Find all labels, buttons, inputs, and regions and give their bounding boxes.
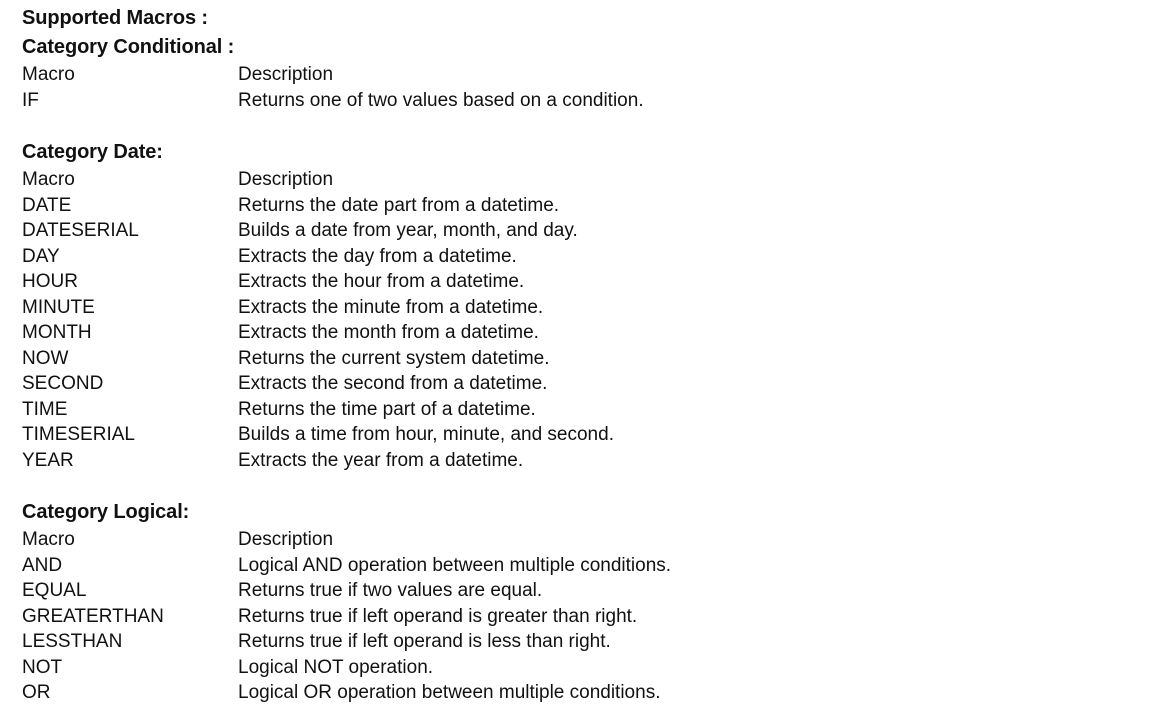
table-row	[22, 346, 998, 372]
category-heading: Category Logical:	[22, 501, 190, 523]
macro-name-cell: TIMESERIAL	[22, 424, 135, 445]
macro-description-cell: Returns true if left operand is less than right.	[238, 631, 611, 652]
table-row	[22, 604, 998, 630]
macro-name-cell: MINUTE	[22, 296, 95, 318]
table-row	[22, 320, 998, 346]
column-header-description: Description	[238, 64, 334, 85]
table-row	[22, 397, 998, 423]
table-row	[22, 218, 998, 244]
column-header-macro: Macro	[22, 64, 75, 85]
macro-name-cell: OR	[22, 682, 51, 703]
column-header-description: Description	[238, 529, 334, 550]
macro-name-cell: EQUAL	[22, 580, 87, 601]
macro-description-cell: Logical AND operation between multiple conditions.	[238, 554, 672, 576]
macro-table	[22, 527, 998, 706]
macro-name-cell: LESSTHAN	[22, 631, 123, 652]
table-row	[22, 269, 998, 295]
category-block	[22, 138, 1153, 473]
macro-description-cell: Extracts the minute from a datetime.	[238, 296, 544, 318]
column-header-description: Description	[238, 169, 334, 190]
category-block	[22, 33, 1153, 113]
column-header-macro: Macro	[22, 529, 75, 550]
category-block	[22, 498, 1153, 706]
macro-name-cell: NOW	[22, 347, 69, 369]
table-row	[22, 553, 998, 579]
table-row	[22, 578, 998, 604]
page-title: Supported Macros :	[22, 7, 208, 29]
macro-description-cell: Extracts the month from a datetime.	[238, 322, 539, 343]
macro-name-cell: IF	[22, 89, 39, 111]
macro-description-cell: Extracts the year from a datetime.	[238, 449, 524, 471]
table-row	[22, 371, 998, 397]
macro-name-cell: TIME	[22, 398, 68, 420]
macro-description-cell: Logical NOT operation.	[238, 656, 434, 678]
macro-description-cell: Extracts the second from a datetime.	[238, 373, 548, 394]
table-row	[22, 244, 998, 270]
table-header-row	[22, 527, 998, 553]
table-row	[22, 295, 998, 321]
table-row	[22, 680, 998, 706]
macro-description-cell: Returns true if left operand is greater than right.	[238, 605, 638, 627]
table-row	[22, 629, 998, 655]
macro-description-cell: Extracts the day from a datetime.	[238, 245, 517, 267]
macro-description-cell: Returns one of two values based on a condition.	[238, 89, 644, 111]
macro-description-cell: Logical OR operation between multiple conditions.	[238, 682, 661, 703]
table-row	[22, 655, 998, 681]
macro-name-cell: GREATERTHAN	[22, 605, 164, 627]
macro-name-cell: DATE	[22, 194, 72, 216]
macro-description-cell: Builds a date from year, month, and day.	[238, 220, 578, 241]
macro-name-cell: NOT	[22, 656, 63, 678]
macro-description-cell: Returns the date part from a datetime.	[238, 194, 560, 216]
table-row	[22, 193, 998, 219]
macro-name-cell: DAY	[22, 245, 60, 267]
category-heading: Category Date:	[22, 141, 163, 163]
macro-name-cell: HOUR	[22, 271, 78, 292]
table-row	[22, 88, 998, 114]
macro-description-cell: Extracts the hour from a datetime.	[238, 271, 525, 292]
macro-description-cell: Builds a time from hour, minute, and second.	[238, 424, 614, 445]
macro-name-cell: DATESERIAL	[22, 220, 139, 241]
macro-table	[22, 167, 998, 473]
category-heading: Category Conditional :	[22, 36, 235, 58]
macro-name-cell: MONTH	[22, 322, 92, 343]
table-header-row	[22, 167, 998, 193]
macro-name-cell: YEAR	[22, 449, 74, 471]
macro-description-cell: Returns the time part of a datetime.	[238, 398, 536, 420]
column-header-macro: Macro	[22, 169, 75, 190]
table-row	[22, 448, 998, 474]
macro-table	[22, 62, 998, 113]
category-list	[22, 33, 1153, 706]
macro-name-cell: AND	[22, 554, 63, 576]
macro-name-cell: SECOND	[22, 373, 104, 394]
table-row	[22, 422, 998, 448]
macro-description-cell: Returns the current system datetime.	[238, 347, 550, 369]
table-header-row	[22, 62, 998, 88]
macro-description-cell: Returns true if two values are equal.	[238, 580, 543, 601]
